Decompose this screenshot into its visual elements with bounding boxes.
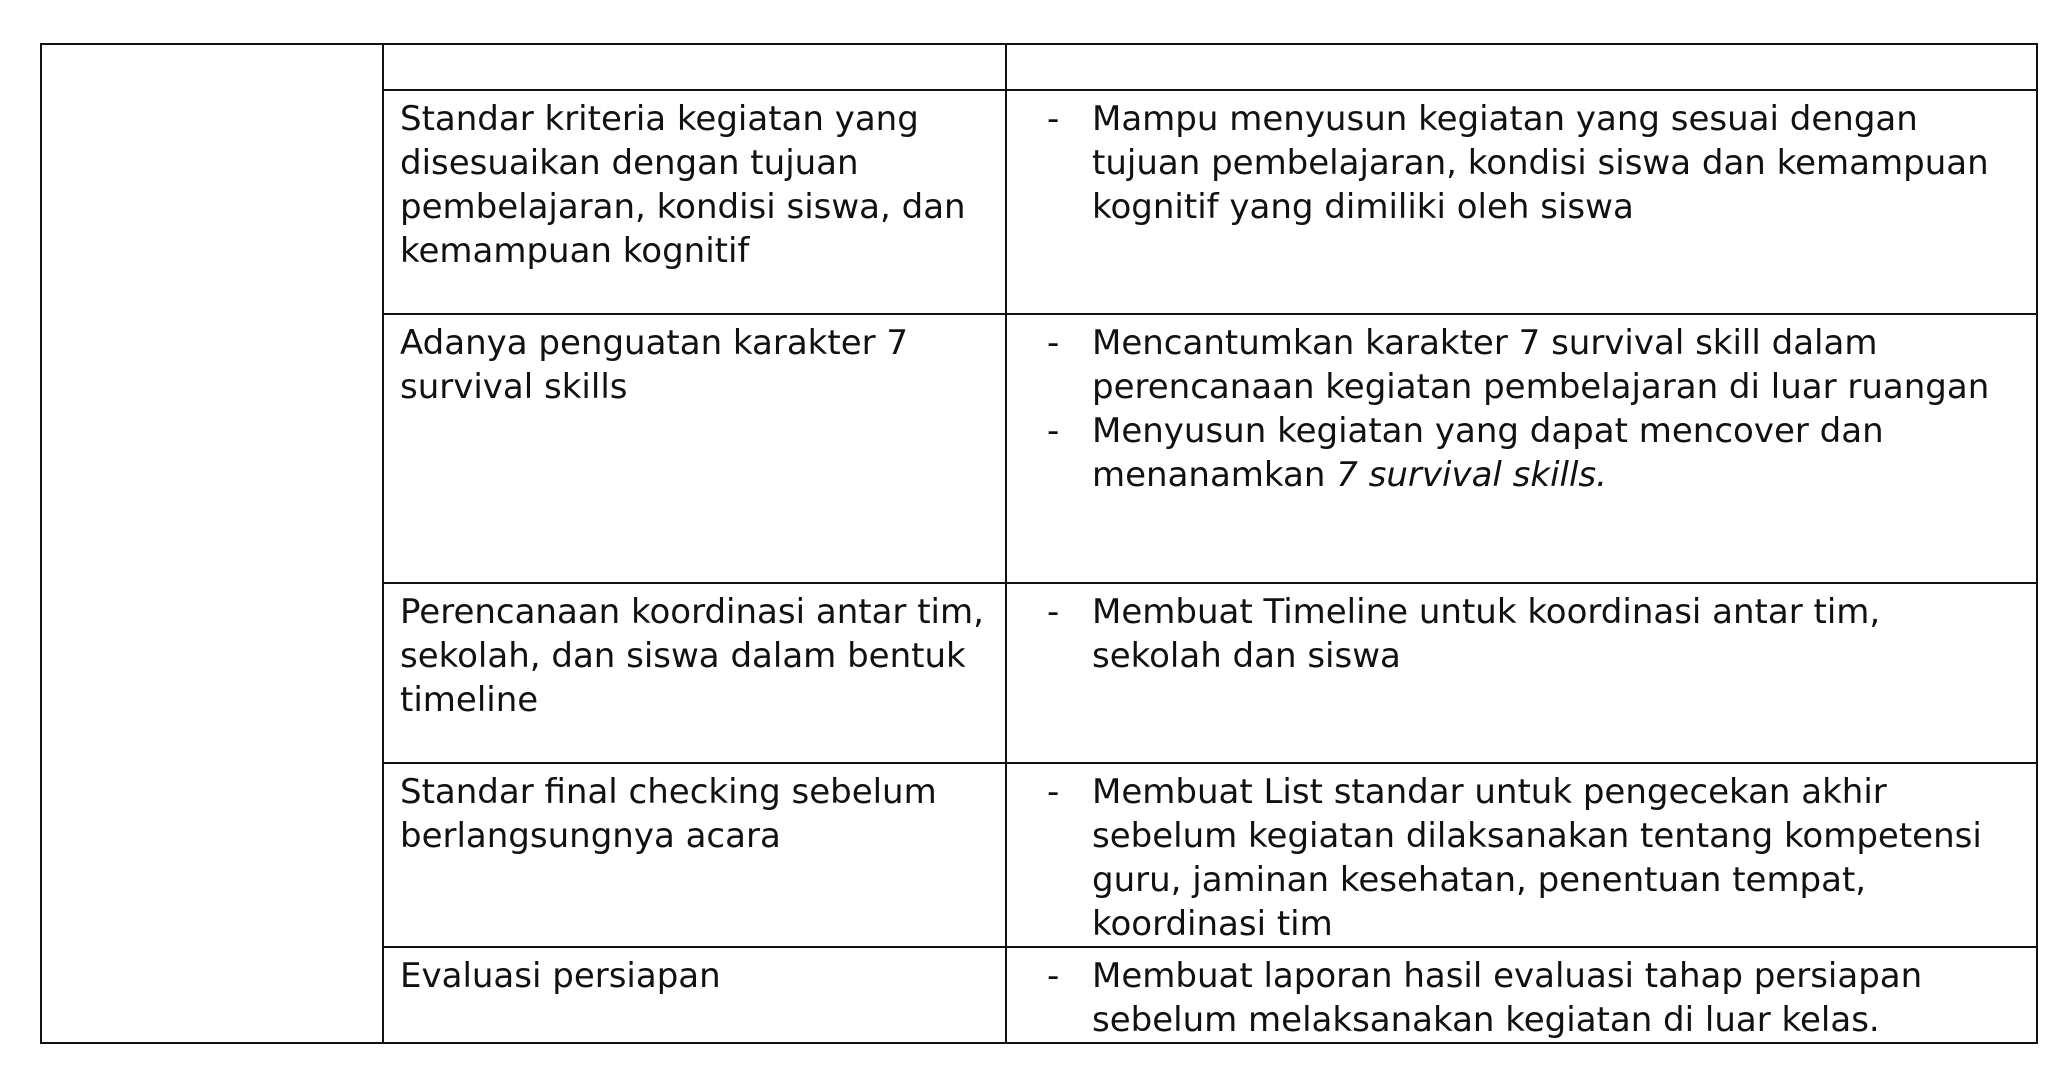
table-cell-empty	[1006, 44, 2037, 90]
table-cell-criteria	[1006, 583, 2037, 763]
criteria-list	[1047, 770, 2018, 946]
bullet-dash: -	[1047, 772, 1060, 812]
criteria-table	[40, 43, 2038, 1044]
bullet-dash: -	[1047, 411, 1060, 451]
list-item	[1047, 590, 2018, 678]
criteria-list	[1047, 321, 2018, 497]
table-cell-criteria	[1006, 947, 2037, 1043]
list-item	[1047, 97, 2018, 229]
criteria-text: Membuat laporan hasil evaluasi tahap persiapan sebelum melaksanakan kegiatan di luar kelas.	[1092, 956, 1923, 1040]
table-cell-indicator: Standar kriteria kegiatan yang disesuaikan dengan tujuan pembelajaran, kondisi siswa, dan kemampuan kognitif	[383, 90, 1006, 314]
bullet-dash: -	[1047, 323, 1060, 363]
table-cell-criteria	[1006, 314, 2037, 583]
list-item	[1047, 770, 2018, 946]
criteria-list	[1047, 954, 2018, 1042]
criteria-text: Mencantumkan karakter 7 survival skill dalam perencanaan kegiatan pembelajaran di luar ruangan	[1092, 323, 1990, 407]
table-cell-indicator: Adanya penguatan karakter 7 survival skills	[383, 314, 1006, 583]
table-cell-empty	[383, 44, 1006, 90]
bullet-dash: -	[1047, 956, 1060, 996]
bullet-dash: -	[1047, 99, 1060, 139]
table-cell-indicator: Standar final checking sebelum berlangsungnya acara	[383, 763, 1006, 947]
table-cell-indicator: Evaluasi persiapan	[383, 947, 1006, 1043]
table-cell-criteria	[1006, 763, 2037, 947]
list-item	[1047, 321, 2018, 409]
table-row	[41, 44, 2037, 90]
criteria-text: Membuat Timeline untuk koordinasi antar tim, sekolah dan siswa	[1092, 592, 1881, 676]
list-item	[1047, 954, 2018, 1042]
criteria-list	[1047, 590, 2018, 678]
criteria-list	[1047, 97, 2018, 229]
table-cell-category	[41, 44, 383, 1043]
criteria-text: Mampu menyusun kegiatan yang sesuai dengan tujuan pembelajaran, kondisi siswa dan kemampuan kognitif yang dimiliki oleh siswa	[1092, 99, 1989, 227]
bullet-dash: -	[1047, 592, 1060, 632]
table-cell-criteria	[1006, 90, 2037, 314]
criteria-text: Membuat List standar untuk pengecekan akhir sebelum kegiatan dilaksanakan tentang kompetensi guru, jaminan kesehatan, penentuan tempat, koordinasi tim	[1092, 772, 1982, 944]
list-item	[1047, 409, 2018, 497]
criteria-text: Menyusun kegiatan yang dapat mencover dan menanamkan	[1092, 411, 1884, 495]
criteria-text-italic: 7 survival skills.	[1336, 455, 1607, 495]
table-cell-indicator: Perencanaan koordinasi antar tim, sekolah, dan siswa dalam bentuk timeline	[383, 583, 1006, 763]
